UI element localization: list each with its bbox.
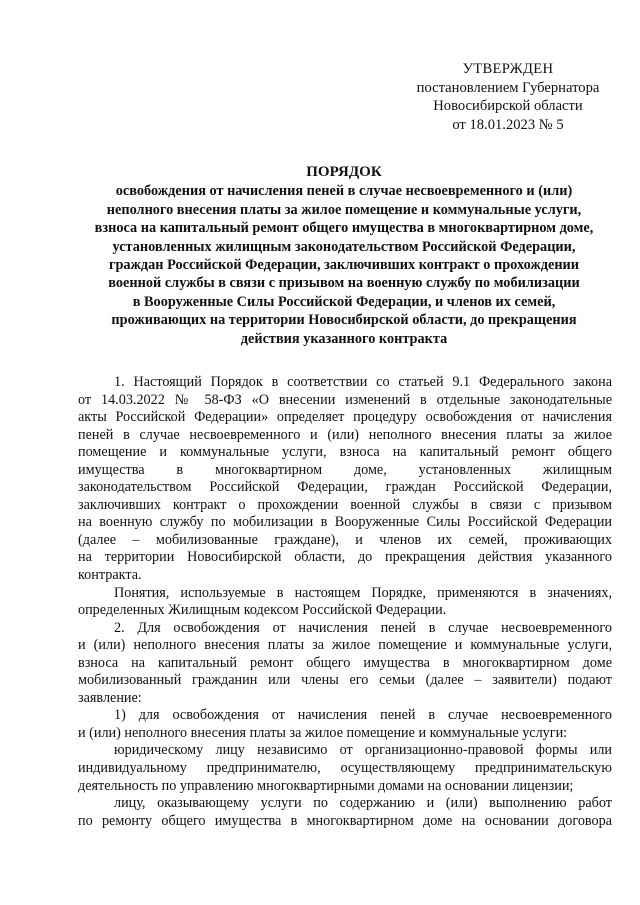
text-line: пеней в случае несвоевременного и (или) неполного внесения платы за жилое <box>78 426 612 443</box>
text-line: индивидуальному предпринимателю, осуществляющему предпринимательскую <box>78 760 612 777</box>
list-item-legal-entity <box>78 742 612 795</box>
heading-line: граждан Российской Федерации, заключивших контракт о прохождении <box>108 257 580 274</box>
text-line: законодательством Российской Федерации, граждан Российской Федерации, <box>78 479 612 496</box>
text-line: контракта. <box>78 567 142 584</box>
approval-line: постановлением Губернатора <box>416 79 600 96</box>
text-line: мобилизованный гражданин или члены его семьи (далее – заявители) подают <box>78 672 612 689</box>
list-item-service-provider <box>78 795 612 830</box>
heading-line: установленных жилищным законодательством Российской Федерации, <box>112 238 576 255</box>
approval-title: УТВЕРЖДЕН <box>462 61 554 77</box>
heading-line: освобождения от начисления пеней в случае несвоевременного и (или) <box>115 183 573 200</box>
heading-line: в Вооруженные Силы Российской Федерации, и членов их семей, <box>132 293 556 310</box>
text-line: по ремонту общего имущества в многоквартирном доме на основании договора <box>78 812 612 829</box>
text-line: имущества в многоквартирном доме, установленных жилищным <box>78 461 612 478</box>
heading-line: взноса на капитальный ремонт общего имущества в многоквартирном доме, <box>94 220 594 237</box>
text-line: определенных Жилищным кодексом Российской Федерации. <box>78 602 447 619</box>
approval-date-number: от 18.01.2023 № 5 <box>452 116 564 133</box>
heading-line: действия указанного контракта <box>240 330 448 347</box>
text-line: (далее – мобилизованные граждане), и членов их семей, проживающих <box>78 531 612 548</box>
text-line: заключивших контракт о прохождении военной службы в связи с призывом <box>78 496 612 513</box>
text-line: 1) для освобождения от начисления пеней в случае несвоевременного <box>114 707 612 724</box>
text-line: акты Российской Федерации» определяет процедуру освобождения от начисления <box>78 409 612 426</box>
text-line: 1. Настоящий Порядок в соответствии со статьей 9.1 Федерального закона <box>114 374 612 390</box>
text-line: 2. Для освобождения от начисления пеней в случае несвоевременного <box>114 619 612 636</box>
text-line: на территории Новосибирской области, до прекращения действия указанного <box>78 549 612 566</box>
text-line: от 14.03.2022 № 58-ФЗ «О внесении изменений в отдельные законодательные <box>78 391 612 408</box>
approval-line: Новосибирской области <box>433 98 583 115</box>
document-body <box>78 374 612 830</box>
subparagraph-1 <box>78 707 612 742</box>
heading-line: проживающих на территории Новосибирской области, до прекращения <box>111 312 577 329</box>
text-line: юридическому лицу независимо от организационно-правовой формы или <box>114 742 612 759</box>
paragraph-2 <box>78 620 612 708</box>
text-line: заявление: <box>78 689 142 706</box>
text-line: и (или) неполного внесения платы за жилое помещение и коммунальные услуги, <box>78 637 612 654</box>
text-line: взноса на капитальный ремонт общего имущества в многоквартирном доме <box>78 654 612 671</box>
heading-line: неполного внесения платы за жилое помещение и коммунальные услуги, <box>106 201 582 218</box>
text-line: и (или) неполного внесения платы за жилое помещение и коммунальные услуги: <box>78 724 568 741</box>
document-heading <box>68 163 620 348</box>
paragraph-definitions <box>78 585 612 620</box>
text-line: деятельность по управлению многоквартирными домами на основании лицензии; <box>78 777 574 794</box>
text-line: на военную службу по мобилизации в Вооруженные Силы Российской Федерации <box>78 514 612 531</box>
text-line: лицу, оказывающему услуги по содержанию и (или) выполнению работ <box>114 795 612 812</box>
heading-line: военной службы в связи с призывом на военную службу по мобилизации <box>108 275 580 292</box>
document-title: ПОРЯДОК <box>306 164 382 180</box>
text-line: Понятия, используемые в настоящем Порядке, применяются в значениях, <box>114 584 612 601</box>
paragraph-1 <box>78 374 612 585</box>
approval-stamp <box>398 60 618 134</box>
text-line: помещение и коммунальные услуги, взноса на капитальный ремонт общего <box>78 444 612 461</box>
